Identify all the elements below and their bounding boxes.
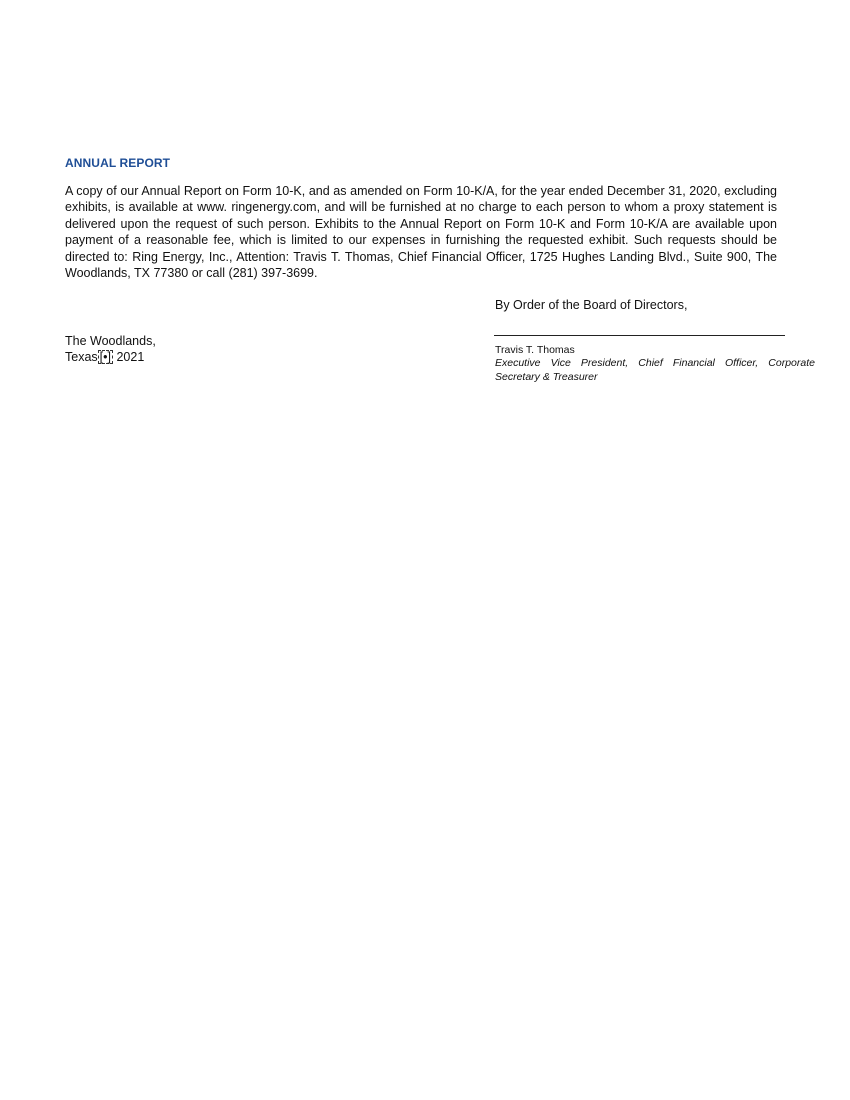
location-city: The Woodlands, [65, 334, 156, 348]
location-date-line [65, 349, 156, 365]
signature-closing: By Order of the Board of Directors, [495, 298, 688, 312]
location-state: Texas [65, 350, 98, 364]
date-placeholder: [•] [99, 350, 111, 364]
annual-report-paragraph: A copy of our Annual Report on Form 10-K, and as amended on Form 10-K/A, for the year ended December 31, 2020, excluding exhibits, is available at www. ringenergy.com, and will be furnished at no charge to each person to whom a proxy statement is delivered upon the request of such person. Exhibits to the Annual Report on Form 10-K and Form 10-K/A are available upon payment of a reasonable fee, which is limited to our expenses in furnishing the requested exhibit. Such requests should be directed to: Ring Energy, Inc., Attention: Travis T. Thomas, Chief Financial Officer, 1725 Hughes Landing Blvd., Suite 900, The Woodlands, TX 77380 or call (281) 397-3699. [65, 184, 777, 281]
section-heading: ANNUAL REPORT [65, 156, 171, 170]
signer-name: Travis T. Thomas [495, 344, 575, 356]
signing-location [65, 333, 156, 365]
signature-line [494, 335, 785, 336]
location-year: 2021 [116, 350, 145, 364]
signer-title: Executive Vice President, Chief Financial Officer, Corporate Secretary & Treasurer [495, 357, 815, 383]
